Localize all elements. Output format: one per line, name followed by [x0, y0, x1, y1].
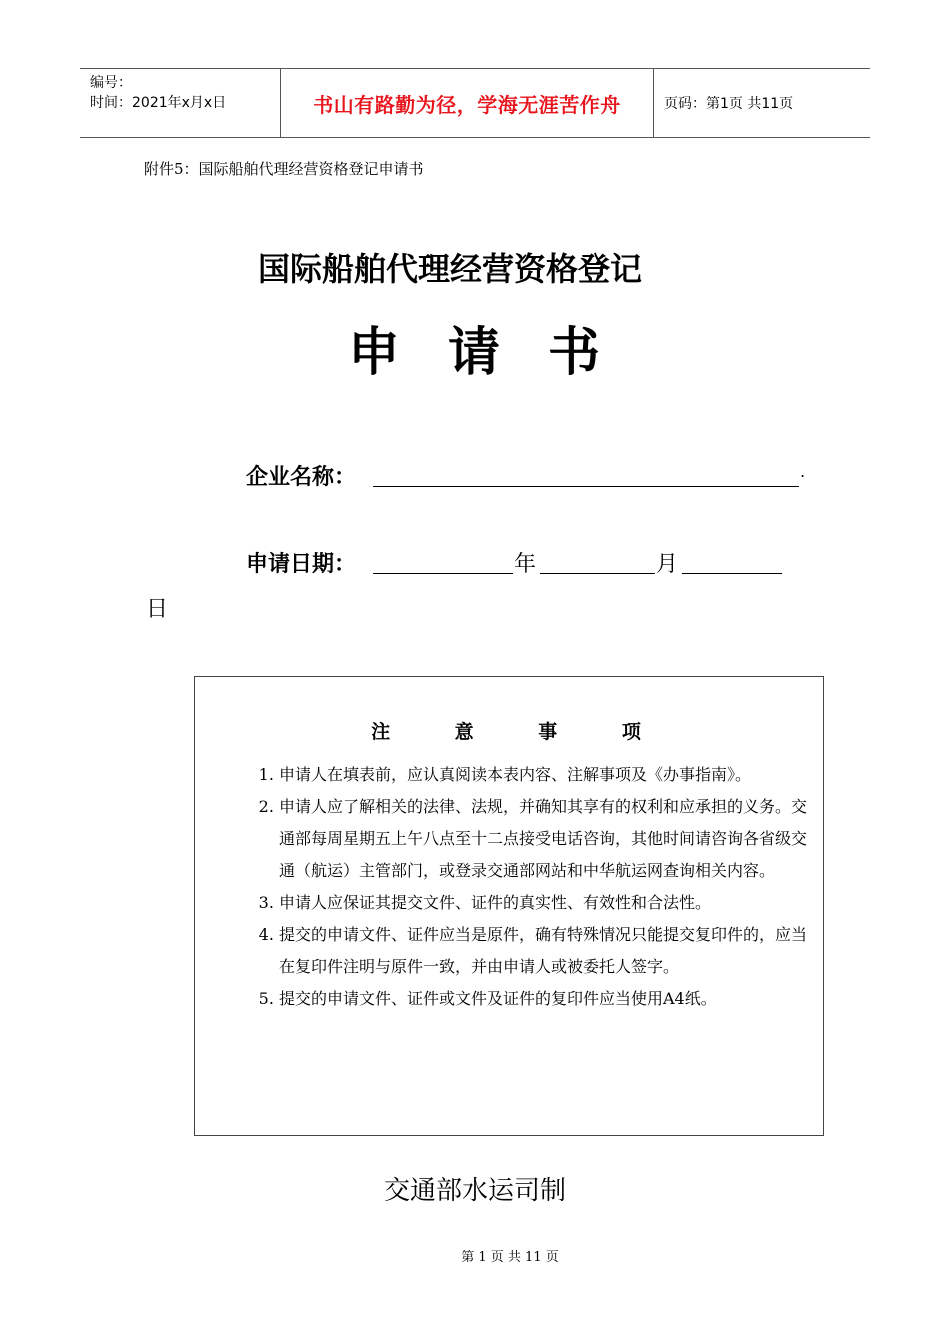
title-application	[348, 310, 648, 385]
day-label: 日	[146, 597, 169, 622]
header-motto: 书山有路勤为径，学海无涯苦作舟	[281, 69, 654, 137]
header-page-info: 页码：第1页 共11页	[664, 96, 794, 112]
year-label: 年	[514, 552, 537, 577]
month-line[interactable]	[540, 573, 655, 574]
title-char: 申	[348, 322, 401, 383]
document-header	[80, 68, 870, 138]
company-name-line[interactable]	[373, 486, 799, 487]
notice-item: 5. 提交的申请文件、证件或文件及证件的复印件应当使用A4纸。	[279, 983, 815, 1015]
company-name-label: 企业名称：	[246, 465, 357, 490]
time-label: 时间：2021年x月x日	[90, 95, 227, 111]
company-name-end-mark: .	[800, 462, 806, 481]
notice-list	[249, 759, 815, 1015]
notice-item: 2. 申请人应了解相关的法律、法规，并确知其享有的权利和应承担的义务。交通部每周星期五上午八点至十二点接受电话咨询，其他时间请咨询各省级交通（航运）主管部门，或登录交通部网站和中华航运网查询相关内容。	[279, 791, 815, 887]
issuing-organization: 交通部水运司制	[383, 1176, 566, 1206]
notice-title: 注 意 事 项	[371, 721, 659, 743]
title-char: 书	[548, 322, 601, 383]
notice-item: 3. 申请人应保证其提交文件、证件的真实性、有效性和合法性。	[279, 887, 815, 919]
application-date-label: 申请日期：	[246, 552, 357, 577]
month-label: 月	[656, 552, 679, 577]
notice-box	[194, 676, 824, 1136]
title-main: 国际船舶代理经营资格登记	[257, 250, 642, 288]
day-line[interactable]	[682, 573, 782, 574]
notice-item: 4. 提交的申请文件、证件应当是原件，确有特殊情况只能提交复印件的，应当在复印件注明与原件一致，并由申请人或被委托人签字。	[279, 919, 815, 983]
number-label: 编号：	[90, 75, 132, 91]
page-number: 第 1 页 共 11 页	[461, 1250, 559, 1265]
year-line[interactable]	[373, 573, 513, 574]
notice-item: 1. 申请人在填表前，应认真阅读本表内容、注解事项及《办事指南》。	[279, 759, 815, 791]
attachment-line: 附件5：国际船舶代理经营资格登记申请书	[144, 160, 424, 178]
header-meta	[80, 69, 281, 137]
title-char: 请	[448, 322, 501, 383]
